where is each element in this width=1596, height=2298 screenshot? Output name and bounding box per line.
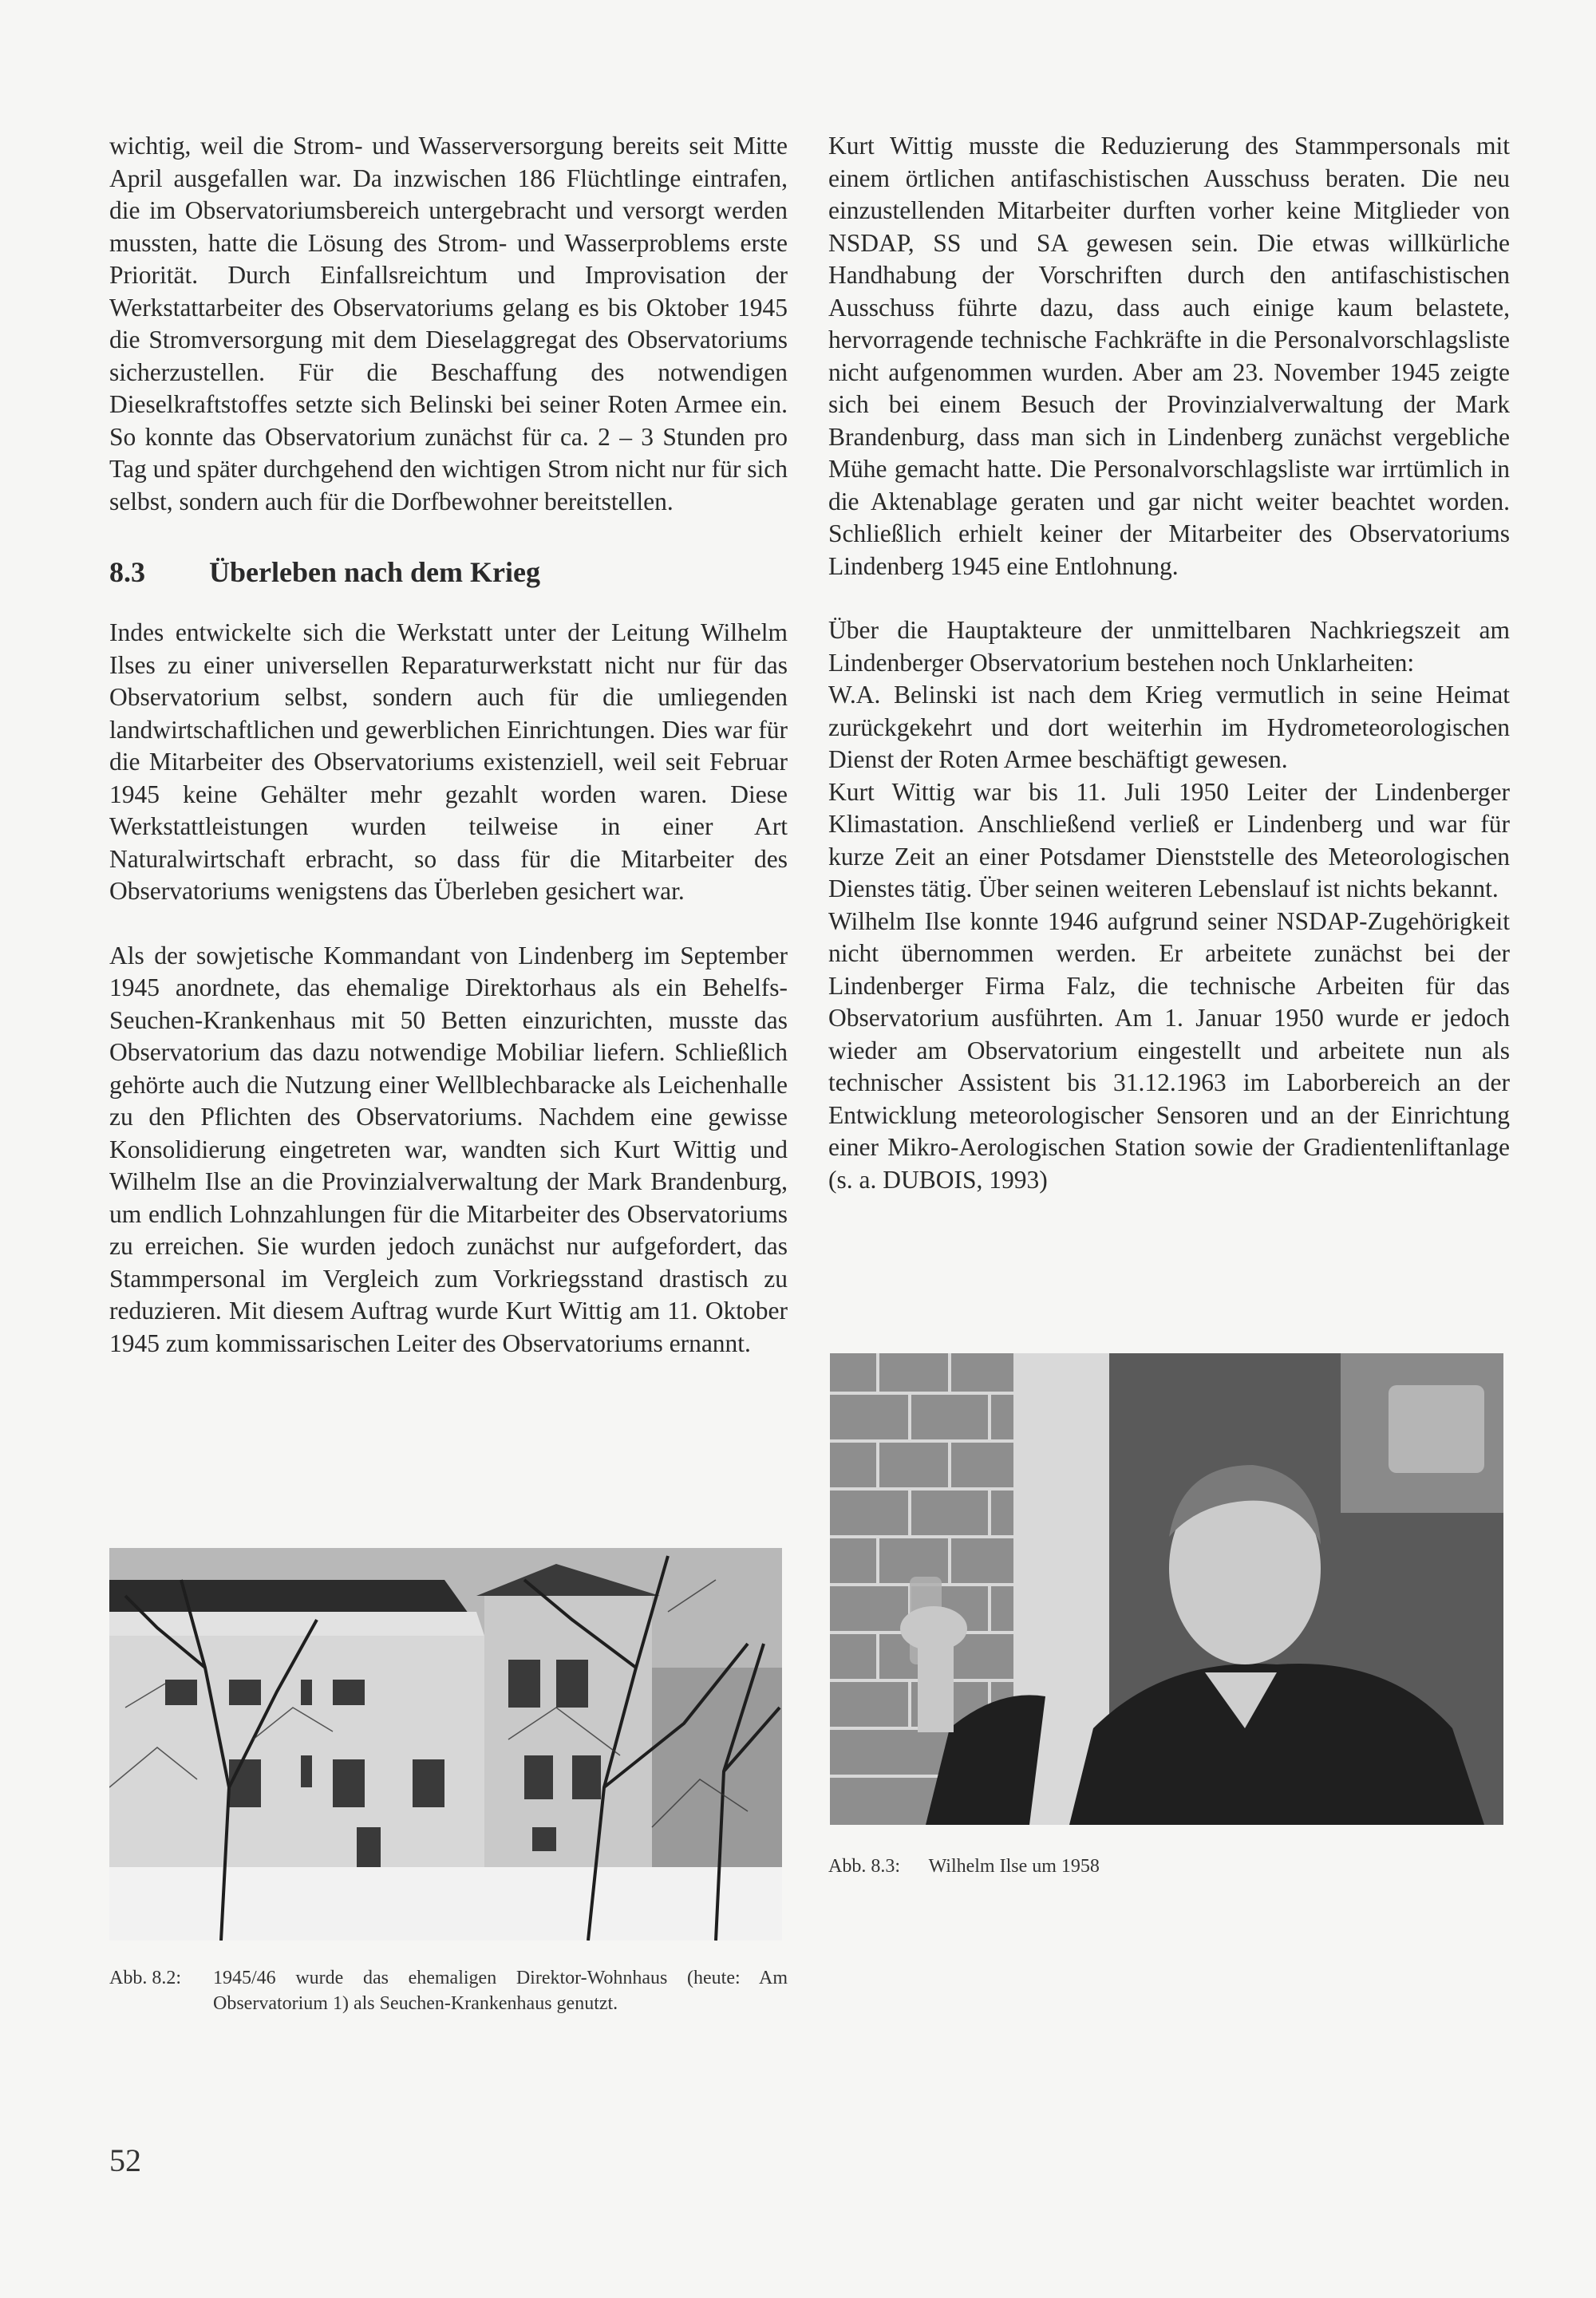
figure-8-3-caption <box>828 1854 1507 1879</box>
section-number: 8.3 <box>109 556 145 588</box>
right-paragraph-3: W.A. Belinski ist nach dem Krieg vermutlich in seine Heimat zurückgekehrt und dort weiterhin im Hydrometeorologischen Dienst der Roten Armee beschäftigt gewesen. <box>828 681 1510 773</box>
section-heading <box>109 555 788 590</box>
right-paragraph-2: Über die Hauptakteure der unmittelbaren Nachkriegszeit am Lindenberger Observatorium bestehen noch Unklarheiten: <box>828 616 1510 677</box>
left-paragraph-3: Als der sowjetische Kommandant von Lindenberg im September 1945 anordnete, das ehemalige Direktorhaus als ein Behelfs-Seuchen-Krankenhaus mit 50 Betten einzurichten, musste das Observatorium das dazu notwendige Mobiliar liefern. Schließlich gehörte auch die Nutzung einer Wellblechbaracke als Leichenhalle zu den Pflichten des Observatoriums. Nachdem eine gewisse Konsolidierung eingetreten war, wandten sich Kurt Wittig und Wilhelm Ilse an die Provinzialverwaltung der Mark Brandenburg, um endlich Lohnzahlungen für die Mitarbeiter des Observatoriums zu erreichen. Sie wurden jedoch zunächst nur aufgefordert, das Stammpersonal im Vergleich zum Vorkriegsstand drastisch zu reduzieren. Mit diesem Auftrag wurde Kurt Wittig am 11. Oktober 1945 zum kommissarischen Leiter des Observatoriums ernannt. <box>109 941 788 1357</box>
left-paragraph-2: Indes entwickelte sich die Werkstatt unter der Leitung Wilhelm Ilses zu einer universellen Reparaturwerkstatt nicht nur für das Observatorium selbst, sondern auch für die umliegenden landwirtschaftlichen und gewerblichen Einrichtungen. Dies war für die Mitarbeiter des Observatoriums existenziell, weil seit Februar 1945 keine Gehälter mehr gezahlt worden waren. Diese Werkstattleistungen wurden teilweise in einer Art Naturalwirtschaft erbracht, so dass für die Mitarbeiter des Observatoriums wenigstens das Überleben gesichert war. <box>109 618 788 905</box>
portrait-photo <box>830 1353 1503 1825</box>
figure-8-2-caption <box>109 1965 788 2016</box>
left-paragraph-1: wichtig, weil die Strom- und Wasserversorgung bereits seit Mitte April ausgefallen war. Da inzwischen 186 Flüchtlinge eintrafen, die im Observatoriumsbereich untergebracht und versorgt werden mussten, hatte die Lösung des Strom- und Wasserproblems erste Priorität. Durch Einfallsreichtum und Improvisation der Werkstattarbeiter des Observatoriums gelang es bis Oktober 1945 die Stromversorgung mit dem Dieselaggregat des Observatoriums sicherzustellen. Für die Beschaffung des notwendigen Dieselkraftstoffes setzte sich Belinski bei seiner Roten Armee ein. So konnte das Observatorium zunächst für ca. 2 – 3 Stunden pro Tag und später durchgehend den wichtigen Strom nicht nur für sich selbst, sondern auch für die Dorfbewohner bereitstellen. <box>109 132 788 515</box>
right-paragraph-1: Kurt Wittig musste die Reduzierung des Stammpersonals mit einem örtlichen antifaschistischen Ausschuss beraten. Die neu einzustellenden Mitarbeiter durften vorher keine Mitglieder von NSDAP, SS und SA gewesen sein. Die etwas willkürliche Handhabung der Vorschriften durch den antifaschistischen Ausschuss führte dazu, dass auch einige kaum belastete, hervorragende technische Fachkräfte in die Personalvorschlagsliste nicht aufgenommen wurden. Aber am 23. November 1945 zeigte sich bei einem Besuch der Provinzialverwaltung der Mark Brandenburg, dass man sich in Lindenberg zunächst vergebliche Mühe gemacht hatte. Die Personalvorschlagsliste war irrtümlich in die Aktenablage geraten und gar nicht weiter beachtet worden. Schließlich erhielt keiner der Mitarbeiter des Observatoriums Lindenberg 1945 eine Entlohnung. <box>828 132 1510 580</box>
page-number: 52 <box>109 2142 141 2178</box>
figure-8-2-label: Abb. 8.2: <box>109 1968 181 1988</box>
right-paragraph-4: Kurt Wittig war bis 11. Juli 1950 Leiter der Lindenberger Klimastation. Anschließend verließ er Lindenberg und war für kurze Zeit an einer Potsdamer Dienststelle des Meteorologischen Dienstes tätig. Über seinen weiteren Lebenslauf ist nichts bekannt. <box>828 777 1510 902</box>
figure-8-3-text: Wilhelm Ilse um 1958 <box>928 1856 1100 1877</box>
right-column <box>828 130 1510 1196</box>
figure-8-2-text: 1945/46 wurde das ehemaligen Direktor-Wohnhaus (heute: Am Observatorium 1) als Seuchen-Krankenhaus genutzt. <box>213 1968 788 2014</box>
left-column <box>109 130 788 1360</box>
figure-8-3-label: Abb. 8.3: <box>828 1856 900 1877</box>
right-paragraph-5: Wilhelm Ilse konnte 1946 aufgrund seiner NSDAP-Zugehörigkeit nicht übernommen werden. Er arbeitete zunächst bei der Lindenberger Firma Falz, die technische Arbeiten für das Observatorium ausführten. Am 1. Januar 1950 wurde er jedoch wieder am Observatorium eingestellt und arbeitete nun als technischer Assistent bis 31.12.1963 im Laborbereich an der Entwicklung meteorologischer Sensoren und an der Einrichtung einer Mikro-Aerologischen Station sowie der Gradientenliftanlage (s. a. DUBOIS, 1993) <box>828 906 1510 1194</box>
house-photo <box>109 1548 782 1941</box>
section-title: Überleben nach dem Krieg <box>209 556 540 588</box>
